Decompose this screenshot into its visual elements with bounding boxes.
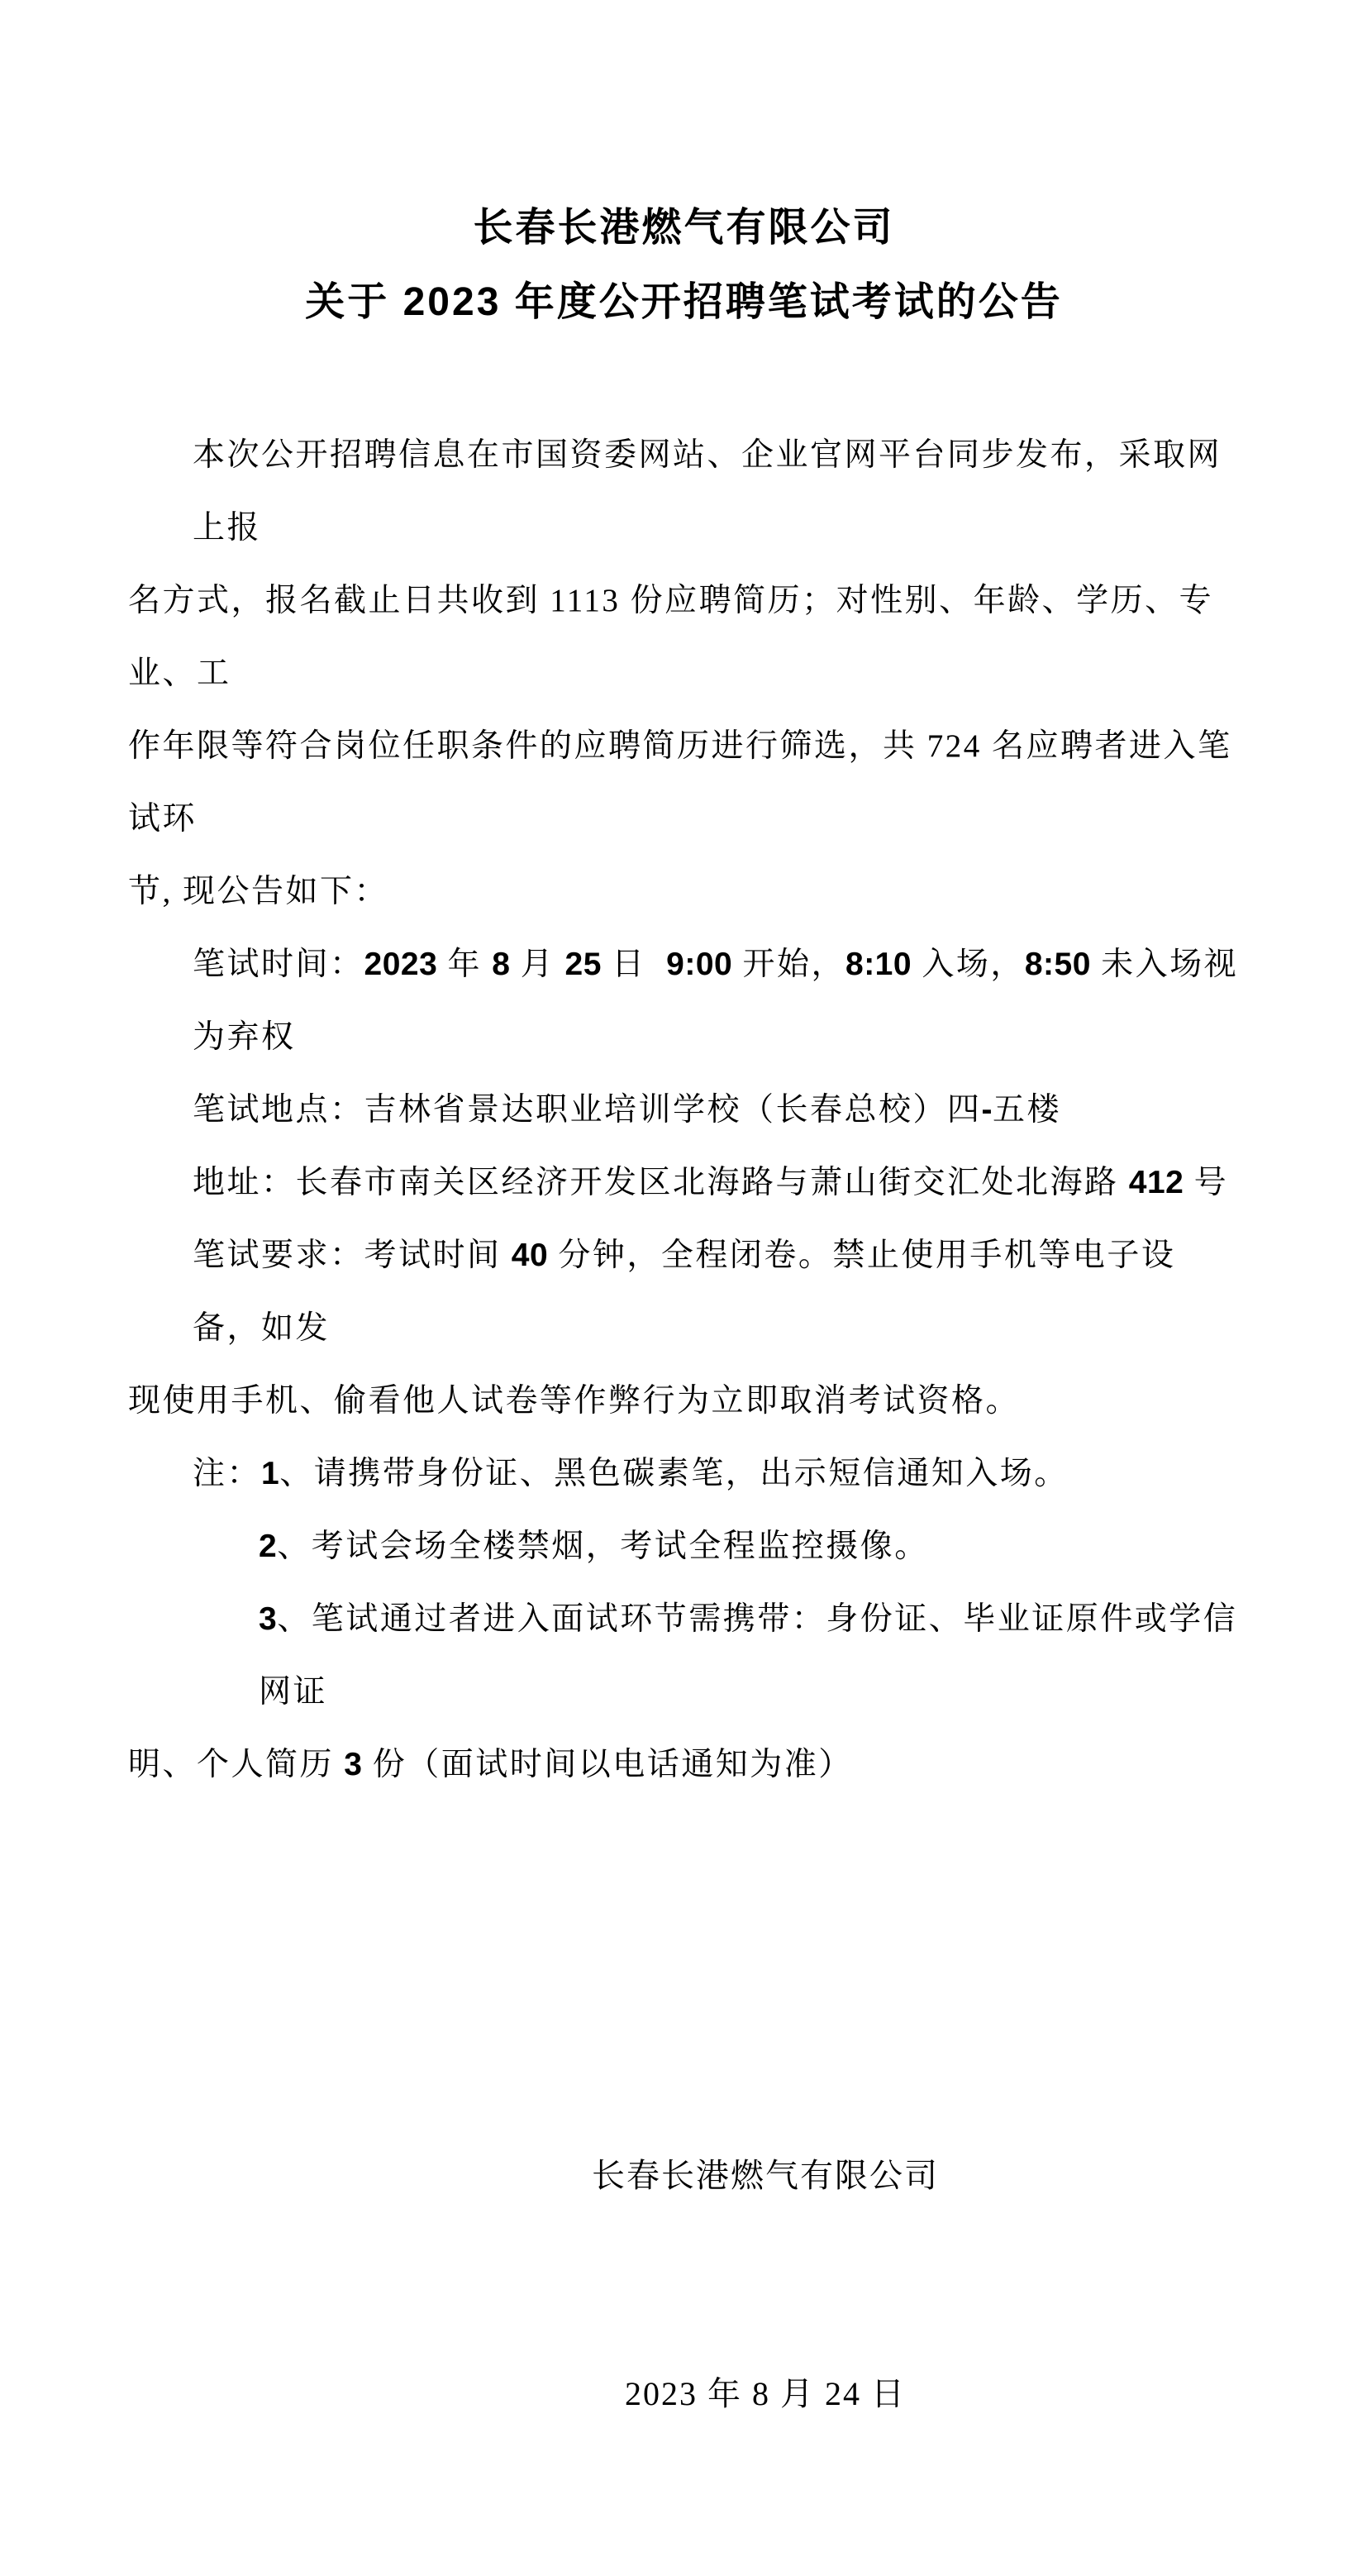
body-line xyxy=(128,928,1240,1074)
body-run-number: 40 xyxy=(511,1238,549,1273)
body-run-number: 2023 xyxy=(364,947,438,982)
body-line xyxy=(128,565,1240,710)
body-run-number: 3 xyxy=(259,1601,278,1637)
signature-date: 2023 年 8 月 24 日 xyxy=(625,2375,906,2412)
body-line xyxy=(128,1583,1240,1729)
body-run-text: 开始， xyxy=(732,947,845,982)
body-run-number: - xyxy=(981,1092,993,1128)
body-line xyxy=(128,1147,1240,1219)
body-line xyxy=(128,1510,1240,1583)
body-run-number: 8 xyxy=(492,947,511,982)
body-run-text: 、考试会场全楼禁烟，考试全程监控摄像。 xyxy=(277,1529,929,1564)
body-run-text: 、请携带身份证、黑色碳素笔，出示短信通知入场。 xyxy=(279,1456,1069,1491)
body-line xyxy=(128,1729,1240,1801)
body-run-text: 现使用手机、偷看他人试卷等作弊行为立即取消考试资格。 xyxy=(128,1383,1021,1419)
body-line xyxy=(128,419,1240,565)
title-line-company: 长春长港燃气有限公司 xyxy=(473,206,895,250)
announcement-body xyxy=(128,419,1240,1801)
body-run-text: 节, 现公告如下： xyxy=(128,874,389,909)
signature-company: 长春长港燃气有限公司 xyxy=(592,2157,939,2194)
body-run-text: 份（面试时间以电话通知为准） xyxy=(362,1747,853,1782)
body-run-text: 笔试时间： xyxy=(193,947,364,982)
body-run-number: 2 xyxy=(259,1529,278,1564)
body-run-text: 、笔试通过者进入面试环节需携带：身份证、毕业证原件或学信网证 xyxy=(259,1601,1238,1710)
title-line-subject: 关于 2023 年度公开招聘笔试考试的公告 xyxy=(305,280,1063,324)
body-run-text: 年 xyxy=(437,947,493,982)
body-run-text: 五楼 xyxy=(993,1092,1062,1128)
body-run-number: 9:00 xyxy=(666,947,733,982)
document-title xyxy=(128,191,1240,340)
body-run-number: 3 xyxy=(344,1747,363,1782)
body-run-text: 作年限等符合岗位任职条件的应聘简历进行筛选，共 724 名应聘者进入笔试环 xyxy=(128,728,1232,837)
body-run-text: 月 xyxy=(510,947,565,982)
body-run-number: 1 xyxy=(261,1456,280,1491)
signature-block xyxy=(592,1994,939,2576)
body-run-text: 名方式，报名截止日共收到 1113 份应聘简历；对性别、年龄、学历、专业、工 xyxy=(128,583,1214,691)
body-run-text: 号 xyxy=(1184,1165,1229,1200)
body-run-number: 412 xyxy=(1128,1165,1184,1200)
body-run-number: 8:10 xyxy=(845,947,912,982)
body-line xyxy=(128,1074,1240,1147)
body-run-text: 本次公开招聘信息在市国资委网站、企业官网平台同步发布，采取网上报 xyxy=(193,437,1222,546)
body-run-text: 笔试地点：吉林省景达职业培训学校（长春总校）四 xyxy=(193,1092,982,1128)
body-run-text: 分钟，全程闭卷。禁止使用手机等电子设备，如发 xyxy=(193,1238,1176,1346)
body-line xyxy=(128,1365,1240,1438)
body-run-number: 8:50 xyxy=(1024,947,1091,982)
body-run-number: 25 xyxy=(564,947,602,982)
body-line xyxy=(128,710,1240,856)
body-run-text: 入场， xyxy=(912,947,1025,982)
body-run-text: 地址：长春市南关区经济开发区北海路与萧山街交汇处北海路 xyxy=(193,1165,1129,1200)
body-run-text: 明、个人简历 xyxy=(128,1747,345,1782)
body-run-text: 日 xyxy=(601,947,667,982)
body-line xyxy=(128,856,1240,928)
body-run-text: 注： xyxy=(193,1456,262,1491)
body-line xyxy=(128,1438,1240,1510)
body-line xyxy=(128,1219,1240,1365)
body-run-text: 未入场视为弃权 xyxy=(193,947,1239,1055)
body-run-text: 笔试要求：考试时间 xyxy=(193,1238,512,1273)
